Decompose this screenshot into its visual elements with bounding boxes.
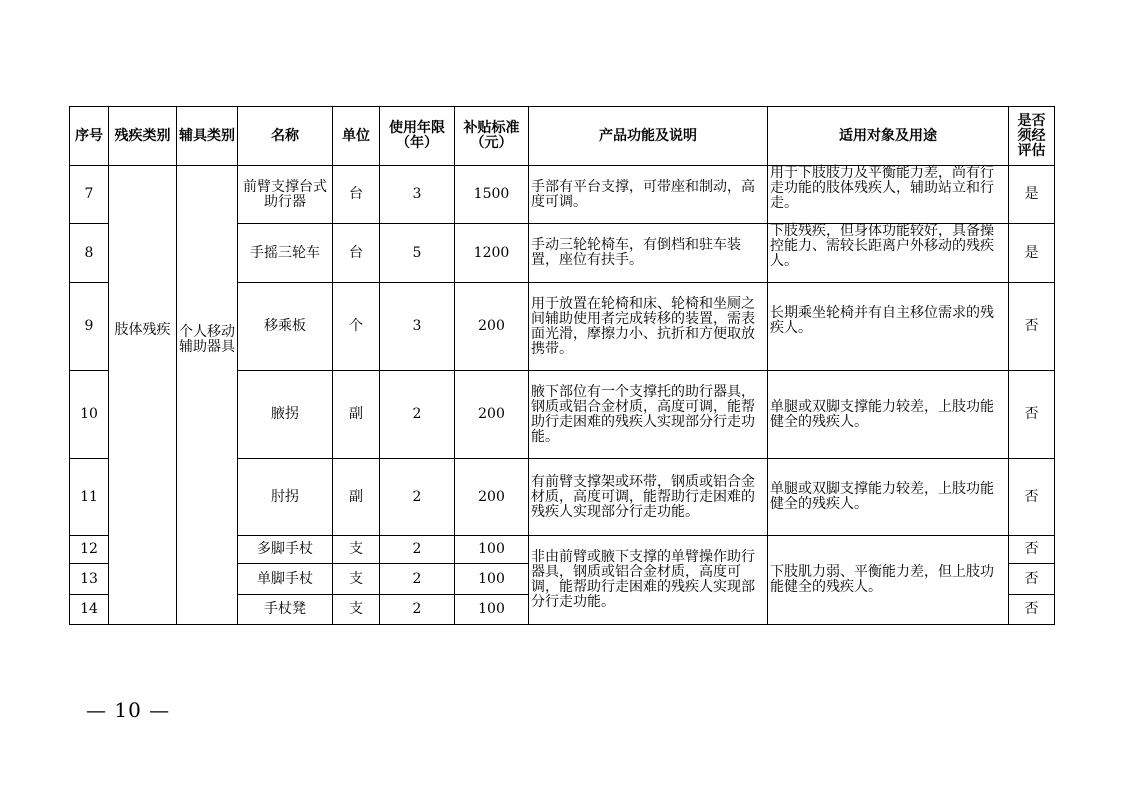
years-cell: 2: [380, 371, 455, 459]
description-cell-shared: 非由前臂或腋下支撑的单臂操作助行器具，钢质或铝合金材质，高度可调，能帮助行走困难的残疾人实现部分行走功能。: [529, 536, 768, 625]
header-subsidy: [455, 107, 529, 166]
name-cell: 腋拐: [238, 371, 333, 459]
unit-cell: 副: [333, 459, 380, 536]
assessment-cell: 是: [1009, 224, 1055, 283]
target-cell-shared: 下肢肌力弱、平衡能力差，但上肢功能健全的残疾人。: [768, 536, 1009, 625]
device-category-cell: 个人移动辅助器具: [177, 166, 238, 625]
name-cell: 多脚手杖: [238, 536, 333, 564]
seq-cell: 8: [70, 224, 109, 283]
page-number: — 10 —: [86, 698, 171, 722]
subsidy-cell: 100: [455, 564, 529, 595]
assessment-cell: 是: [1009, 166, 1055, 224]
assessment-cell: 否: [1009, 283, 1055, 371]
assessment-cell: 否: [1009, 371, 1055, 459]
unit-cell: 支: [333, 536, 380, 564]
years-cell: 2: [380, 595, 455, 625]
seq-cell: 10: [70, 371, 109, 459]
subsidy-cell: 1500: [455, 166, 529, 224]
subsidy-cell: 200: [455, 459, 529, 536]
name-cell: 肘拐: [238, 459, 333, 536]
header-name: 名称: [238, 107, 333, 166]
header-row: [70, 107, 1055, 166]
seq-cell: 11: [70, 459, 109, 536]
header-device-category: 辅具类别: [177, 107, 238, 166]
unit-cell: 支: [333, 564, 380, 595]
target-cell: 单腿或双脚支撑能力较差，上肢功能健全的残疾人。: [768, 459, 1009, 536]
unit-cell: 个: [333, 283, 380, 371]
subsidy-cell: 100: [455, 595, 529, 625]
description-cell: 手动三轮轮椅车，有倒档和驻车装置，座位有扶手。: [529, 224, 768, 283]
seq-cell: 14: [70, 595, 109, 625]
seq-cell: 13: [70, 564, 109, 595]
target-cell: 长期乘坐轮椅并有自主移位需求的残疾人。: [768, 283, 1009, 371]
seq-cell: 7: [70, 166, 109, 224]
header-years-line1: 使用年限: [389, 120, 445, 136]
name-cell: 移乘板: [238, 283, 333, 371]
description-cell: 手部有平台支撑，可带座和制动，高度可调。: [529, 166, 768, 224]
target-cell: 下肢残疾，但身体功能较好，具备操控能力、需较长距离户外移动的残疾人。: [768, 224, 1009, 283]
header-assessment-line1: 是否: [1017, 112, 1046, 129]
header-assessment: [1009, 107, 1055, 166]
assessment-cell: 否: [1009, 595, 1055, 625]
target-cell: 用于下肢肢力及平衡能力差，尚有行走功能的肢体残疾人，辅助站立和行走。: [768, 166, 1009, 224]
years-cell: 2: [380, 536, 455, 564]
subsidy-cell: 100: [455, 536, 529, 564]
assessment-cell: 否: [1009, 459, 1055, 536]
subsidy-table: [69, 106, 1055, 625]
header-disability: 残疾类别: [109, 107, 177, 166]
name-cell: 手杖凳: [238, 595, 333, 625]
header-subsidy-line2: （元）: [470, 135, 513, 151]
unit-cell: 支: [333, 595, 380, 625]
assessment-cell: 否: [1009, 564, 1055, 595]
header-subsidy-line1: 补贴标准: [463, 120, 520, 136]
header-assessment-line3: 评估: [1017, 142, 1046, 159]
header-years-line2: （年）: [396, 135, 438, 151]
table-row: [70, 166, 1055, 224]
header-seq: 序号: [70, 107, 109, 166]
unit-cell: 副: [333, 371, 380, 459]
seq-cell: 9: [70, 283, 109, 371]
header-description: 产品功能及说明: [529, 107, 768, 166]
subsidy-cell: 200: [455, 283, 529, 371]
years-cell: 5: [380, 224, 455, 283]
target-cell: 单腿或双脚支撑能力较差，上肢功能健全的残疾人。: [768, 371, 1009, 459]
subsidy-cell: 1200: [455, 224, 529, 283]
header-years: [380, 107, 455, 166]
unit-cell: 台: [333, 166, 380, 224]
unit-cell: 台: [333, 224, 380, 283]
name-cell: 单脚手杖: [238, 564, 333, 595]
description-cell: 有前臂支撑架或环带，钢质或铝合金材质，高度可调，能帮助行走困难的残疾人实现部分行走功能。: [529, 459, 768, 536]
assessment-cell: 否: [1009, 536, 1055, 564]
header-target: 适用对象及用途: [768, 107, 1009, 166]
header-assessment-line2: 须经: [1017, 127, 1046, 144]
description-cell: 腋下部位有一个支撑托的助行器具，钢质或铝合金材质，高度可调，能帮助行走困难的残疾人实现部分行走功能。: [529, 371, 768, 459]
disability-cell: 肢体残疾: [109, 166, 177, 625]
name-cell: 前臂支撑台式助行器: [238, 166, 333, 224]
description-cell: 用于放置在轮椅和床、轮椅和坐厕之间辅助使用者完成转移的装置，需表面光滑，摩擦力小、抗折和方便取放携带。: [529, 283, 768, 371]
years-cell: 2: [380, 564, 455, 595]
subsidy-cell: 200: [455, 371, 529, 459]
seq-cell: 12: [70, 536, 109, 564]
years-cell: 2: [380, 459, 455, 536]
years-cell: 3: [380, 283, 455, 371]
header-unit: 单位: [333, 107, 380, 166]
name-cell: 手摇三轮车: [238, 224, 333, 283]
years-cell: 3: [380, 166, 455, 224]
